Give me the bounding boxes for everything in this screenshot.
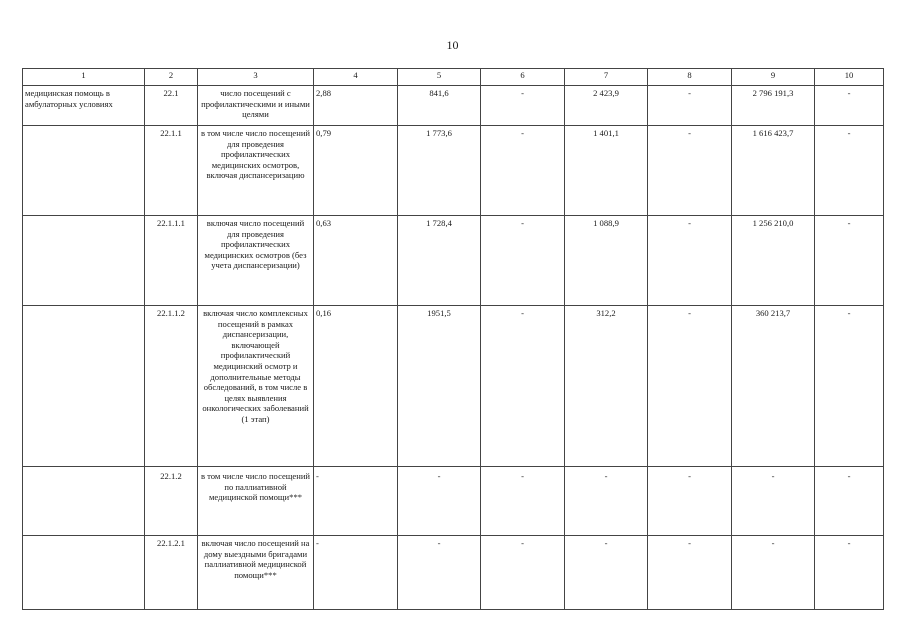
value-cell: - <box>481 86 565 126</box>
value-cell: - <box>648 126 732 216</box>
value-cell: - <box>648 467 732 536</box>
value-cell: 312,2 <box>565 306 648 467</box>
row-code-cell: 22.1 <box>145 86 198 126</box>
column-header: 3 <box>198 69 314 86</box>
value-cell: 1 616 423,7 <box>732 126 815 216</box>
value-cell: - <box>815 86 884 126</box>
value-cell: 1 088,9 <box>565 216 648 306</box>
indicator-cell: включая число посещений на дому выездными бригадами паллиативной медицинской помощи*** <box>198 536 314 610</box>
row-code-cell: 22.1.1 <box>145 126 198 216</box>
value-cell: - <box>815 467 884 536</box>
value-cell: 2 423,9 <box>565 86 648 126</box>
row-code-cell: 22.1.1.1 <box>145 216 198 306</box>
value-cell: - <box>648 306 732 467</box>
value-cell: 0,79 <box>314 126 398 216</box>
value-cell: 2 796 191,3 <box>732 86 815 126</box>
indicator-cell: в том числе число посещений по паллиативной медицинской помощи*** <box>198 467 314 536</box>
value-cell: - <box>481 467 565 536</box>
value-cell: 0,16 <box>314 306 398 467</box>
column-header: 6 <box>481 69 565 86</box>
column-header: 8 <box>648 69 732 86</box>
value-cell: - <box>314 467 398 536</box>
table-row <box>23 126 884 216</box>
value-cell: 0,63 <box>314 216 398 306</box>
value-cell: 2,88 <box>314 86 398 126</box>
value-cell: - <box>398 536 481 610</box>
value-cell: - <box>648 216 732 306</box>
value-cell: - <box>565 536 648 610</box>
column-header: 4 <box>314 69 398 86</box>
care-type-cell <box>23 306 145 467</box>
value-cell: 1 256 210,0 <box>732 216 815 306</box>
value-cell: 1 728,4 <box>398 216 481 306</box>
care-type-cell <box>23 467 145 536</box>
table-row <box>23 467 884 536</box>
value-cell: - <box>732 536 815 610</box>
value-cell: - <box>565 467 648 536</box>
page-number: 10 <box>446 38 459 52</box>
data-table <box>22 68 884 610</box>
care-type-cell <box>23 216 145 306</box>
value-cell: - <box>648 536 732 610</box>
value-cell: - <box>398 467 481 536</box>
table-row <box>23 536 884 610</box>
indicator-cell: включая число комплексных посещений в рамках диспансеризации, включающей профилактический медицинский осмотр и дополнительные методы обследований, в том числе в целях выявления онкологических заболеваний (1 этап) <box>198 306 314 467</box>
column-header: 9 <box>732 69 815 86</box>
value-cell: - <box>314 536 398 610</box>
value-cell: - <box>815 306 884 467</box>
care-type-cell <box>23 536 145 610</box>
column-header: 5 <box>398 69 481 86</box>
value-cell: - <box>481 216 565 306</box>
row-code-cell: 22.1.2 <box>145 467 198 536</box>
care-type-cell <box>23 126 145 216</box>
value-cell: - <box>481 126 565 216</box>
indicator-cell: число посещений с профилактическими и иными целями <box>198 86 314 126</box>
value-cell: - <box>481 536 565 610</box>
indicator-cell: в том числе число посещений для проведения профилактических медицинских осмотров, включая диспансеризацию <box>198 126 314 216</box>
value-cell: 1 401,1 <box>565 126 648 216</box>
value-cell: - <box>815 126 884 216</box>
table-row <box>23 216 884 306</box>
value-cell: 360 213,7 <box>732 306 815 467</box>
column-header: 1 <box>23 69 145 86</box>
indicator-cell: включая число посещений для проведения профилактических медицинских осмотров (без учета диспансеризации) <box>198 216 314 306</box>
column-header: 2 <box>145 69 198 86</box>
value-cell: - <box>815 536 884 610</box>
value-cell: - <box>648 86 732 126</box>
value-cell: - <box>481 306 565 467</box>
care-type-cell: медицинская помощь в амбулаторных условиях <box>23 86 145 126</box>
table-row <box>23 306 884 467</box>
value-cell: - <box>732 467 815 536</box>
column-header: 10 <box>815 69 884 86</box>
table-row <box>23 86 884 126</box>
row-code-cell: 22.1.1.2 <box>145 306 198 467</box>
table-header-row <box>23 69 884 86</box>
value-cell: 841,6 <box>398 86 481 126</box>
value-cell: 1 773,6 <box>398 126 481 216</box>
value-cell: 1951,5 <box>398 306 481 467</box>
row-code-cell: 22.1.2.1 <box>145 536 198 610</box>
value-cell: - <box>815 216 884 306</box>
column-header: 7 <box>565 69 648 86</box>
